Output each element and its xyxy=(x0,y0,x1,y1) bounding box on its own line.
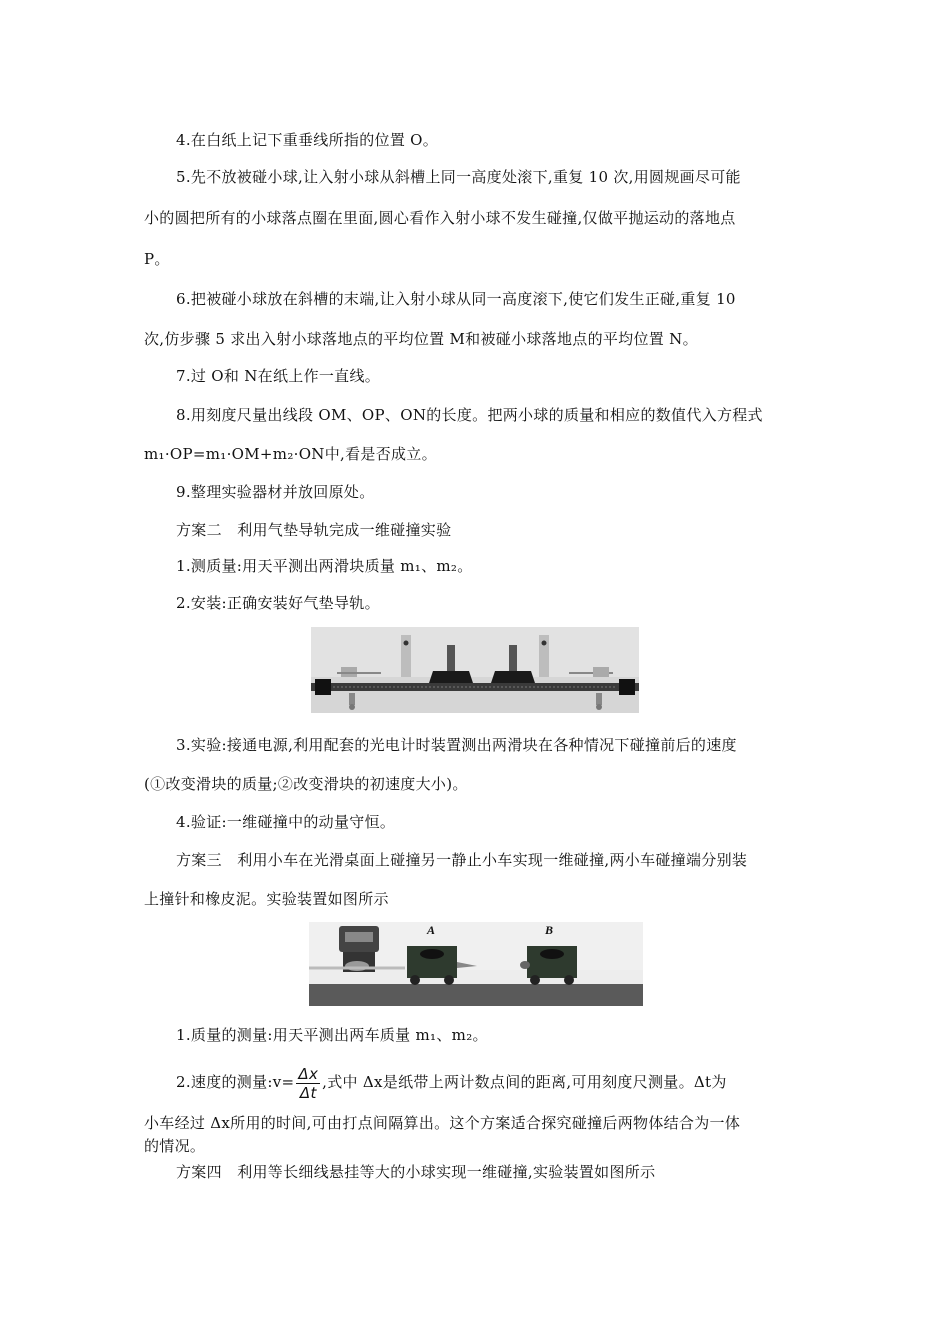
fraction-denominator: Δt xyxy=(299,1083,317,1102)
air-track-figure xyxy=(311,627,639,713)
velocity-suffix: ,式中 Δx是纸带上两计数点间的距离,可用刻度尺测量。Δt为 xyxy=(322,1073,727,1091)
plan-2-step-2: 2.安装:正确安装好气垫导轨。 xyxy=(176,594,380,612)
plan-4-heading: 方案四 利用等长细线悬挂等大的小球实现一维碰撞,实验装置如图所示 xyxy=(176,1163,656,1181)
plan-2-heading: 方案二 利用气垫导轨完成一维碰撞实验 xyxy=(176,521,452,539)
plan-3-step-2-line-2: 小车经过 Δx所用的时间,可由打点间隔算出。这个方案适合探究碰撞后两物体结合为一体 xyxy=(144,1114,741,1132)
step-6-line-2: 次,仿步骤 5 求出入射小球落地点的平均位置 M和被碰小球落地点的平均位置 N。 xyxy=(144,330,698,348)
velocity-prefix: 2.速度的测量:v= xyxy=(176,1073,295,1091)
cart-collision-figure xyxy=(309,922,643,1006)
plan-3-line-2: 上撞针和橡皮泥。实验装置如图所示 xyxy=(144,890,389,908)
step-9: 9.整理实验器材并放回原处。 xyxy=(176,483,375,501)
plan-2-step-3-line-1: 3.实验:接通电源,利用配套的光电计时装置测出两滑块在各种情况下碰撞前后的速度 xyxy=(176,736,737,754)
slider-2 xyxy=(491,671,535,683)
step-5-line-1: 5.先不放被碰小球,让入射小球从斜槽上同一高度处滚下,重复 10 次,用圆规画尽可能 xyxy=(176,168,741,186)
velocity-fraction xyxy=(296,1065,320,1102)
slider-1 xyxy=(429,671,473,683)
plan-3-line-1: 方案三 利用小车在光滑桌面上碰撞另一静止小车实现一维碰撞,两小车碰撞端分别装 xyxy=(176,851,748,869)
step-5-line-3: P。 xyxy=(144,250,170,268)
step-4: 4.在白纸上记下重垂线所指的位置 O。 xyxy=(176,131,439,149)
step-7: 7.过 O和 N在纸上作一直线。 xyxy=(176,367,381,385)
plan-2-step-4: 4.验证:一维碰撞中的动量守恒。 xyxy=(176,813,396,831)
step-8-line-1: 8.用刻度尺量出线段 OM、OP、ON的长度。把两小球的质量和相应的数值代入方程式 xyxy=(176,406,763,424)
table-surface xyxy=(309,984,643,1006)
step-8-line-2: m₁·OP=m₁·OM+m₂·ON中,看是否成立。 xyxy=(144,445,437,463)
fraction-numerator: Δx xyxy=(298,1064,319,1083)
plan-3-step-2-line-1 xyxy=(176,1062,727,1102)
label-a: A xyxy=(427,923,436,937)
plan-3-step-1: 1.质量的测量:用天平测出两车质量 m₁、m₂。 xyxy=(176,1026,488,1044)
plan-2-step-3-line-2: (①改变滑块的质量;②改变滑块的初速度大小)。 xyxy=(144,775,468,793)
step-5-line-2: 小的圆把所有的小球落点圈在里面,圆心看作入射小球不发生碰撞,仅做平抛运动的落地点 xyxy=(144,209,736,227)
label-b: B xyxy=(545,923,554,937)
step-6-line-1: 6.把被碰小球放在斜槽的末端,让入射小球从同一高度滚下,使它们发生正碰,重复 10 xyxy=(176,290,736,308)
plan-2-step-1: 1.测质量:用天平测出两滑块质量 m₁、m₂。 xyxy=(176,557,473,575)
plan-3-step-2-line-3: 的情况。 xyxy=(144,1137,206,1155)
putty xyxy=(520,961,530,969)
